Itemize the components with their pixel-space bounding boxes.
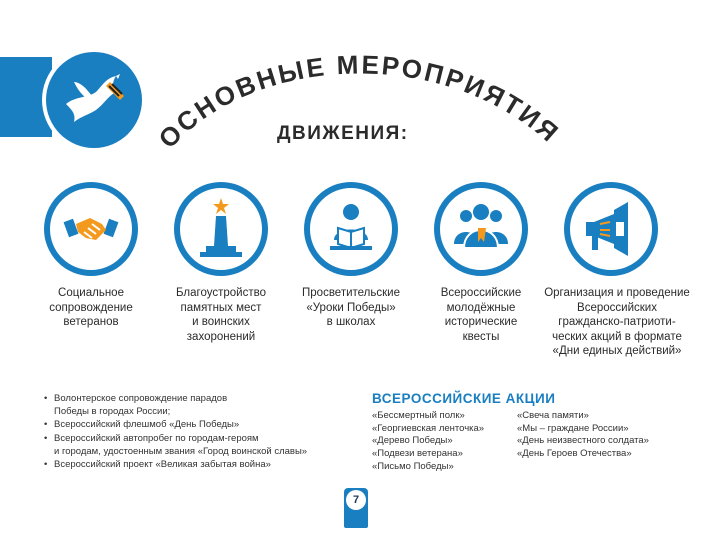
megaphone-icon <box>570 188 652 270</box>
handshake-icon <box>50 188 132 270</box>
list-item <box>44 418 364 431</box>
list-item <box>44 458 364 471</box>
caption-line: ческих акций в формате <box>552 330 682 343</box>
caption-line: Организация и проведение <box>544 287 690 299</box>
action-item: «Свеча памяти» <box>517 410 589 421</box>
caption-line: в школах <box>326 316 376 328</box>
list-item-line: • Волонтерское сопровождение парадов <box>54 393 228 404</box>
list-item-line: • Всероссийский флешмоб «День Победы» <box>54 419 240 431</box>
page-title: ОСНОВНЫЕ МЕРОПРИЯТИЯ <box>152 49 566 154</box>
action-item: «Дерево Победы» <box>372 435 453 447</box>
action-item: «День неизвестного солдата» <box>517 435 649 447</box>
caption-memorials <box>146 286 296 344</box>
caption-line: «Уроки Победы» <box>306 301 396 314</box>
caption-lessons <box>276 286 426 330</box>
caption-line: молодёжные <box>446 301 516 314</box>
group-people-icon <box>440 188 522 270</box>
caption-line: Социальное <box>58 287 124 299</box>
page-number: 7 <box>346 490 366 510</box>
action-item: «День Героев Отечества» <box>517 448 632 460</box>
actions-column-1 <box>372 410 484 474</box>
caption-actions <box>532 286 702 359</box>
actions-column-2 <box>517 410 649 461</box>
caption-line: Всероссийских <box>577 301 657 314</box>
list-item <box>44 392 364 418</box>
caption-social <box>16 286 166 330</box>
title-arc <box>0 0 720 200</box>
action-item: «Мы – граждане России» <box>517 422 629 434</box>
list-item-line: • Всероссийский автопробег по городам-героям <box>54 432 259 444</box>
list-item <box>44 432 364 458</box>
monument-icon <box>180 188 262 270</box>
caption-line: гражданско-патриоти- <box>558 316 676 328</box>
megaphone-circle <box>564 182 658 276</box>
caption-line: «Дни единых действий» <box>552 345 682 357</box>
action-item: «Георгиевская ленточка» <box>372 422 485 434</box>
action-item: «Подвези ветерана» <box>372 448 463 460</box>
list-item-line: Победы в городах России; <box>54 406 171 418</box>
caption-line: захоронений <box>186 330 256 343</box>
handshake-circle <box>44 182 138 276</box>
action-item: «Письмо Победы» <box>372 460 454 472</box>
group-circle <box>434 182 528 276</box>
reader-book-icon <box>310 188 392 270</box>
caption-line: Всероссийские <box>440 287 522 299</box>
reader-circle <box>304 182 398 276</box>
action-item: «Бессмертный полк» <box>372 410 465 421</box>
list-item-line: • Всероссийский проект «Великая забытая война» <box>54 459 271 471</box>
caption-line: Просветительские <box>302 287 400 299</box>
caption-line: квесты <box>462 330 500 343</box>
caption-line: сопровождение <box>49 301 133 314</box>
caption-line: памятных мест <box>180 301 262 314</box>
events-list <box>44 392 364 471</box>
caption-line: Благоустройство <box>176 287 266 299</box>
list-item-line: и городам, удостоенным звания «Город воинской славы» <box>54 445 308 457</box>
caption-line: и воинских <box>192 316 250 328</box>
monument-circle <box>174 182 268 276</box>
page-subtitle: ДВИЖЕНИЯ: <box>277 123 409 144</box>
caption-line: исторические <box>444 316 518 328</box>
actions-heading: ВСЕРОССИЙСКИЕ АКЦИИ <box>372 391 556 406</box>
caption-line: ветеранов <box>63 316 119 328</box>
